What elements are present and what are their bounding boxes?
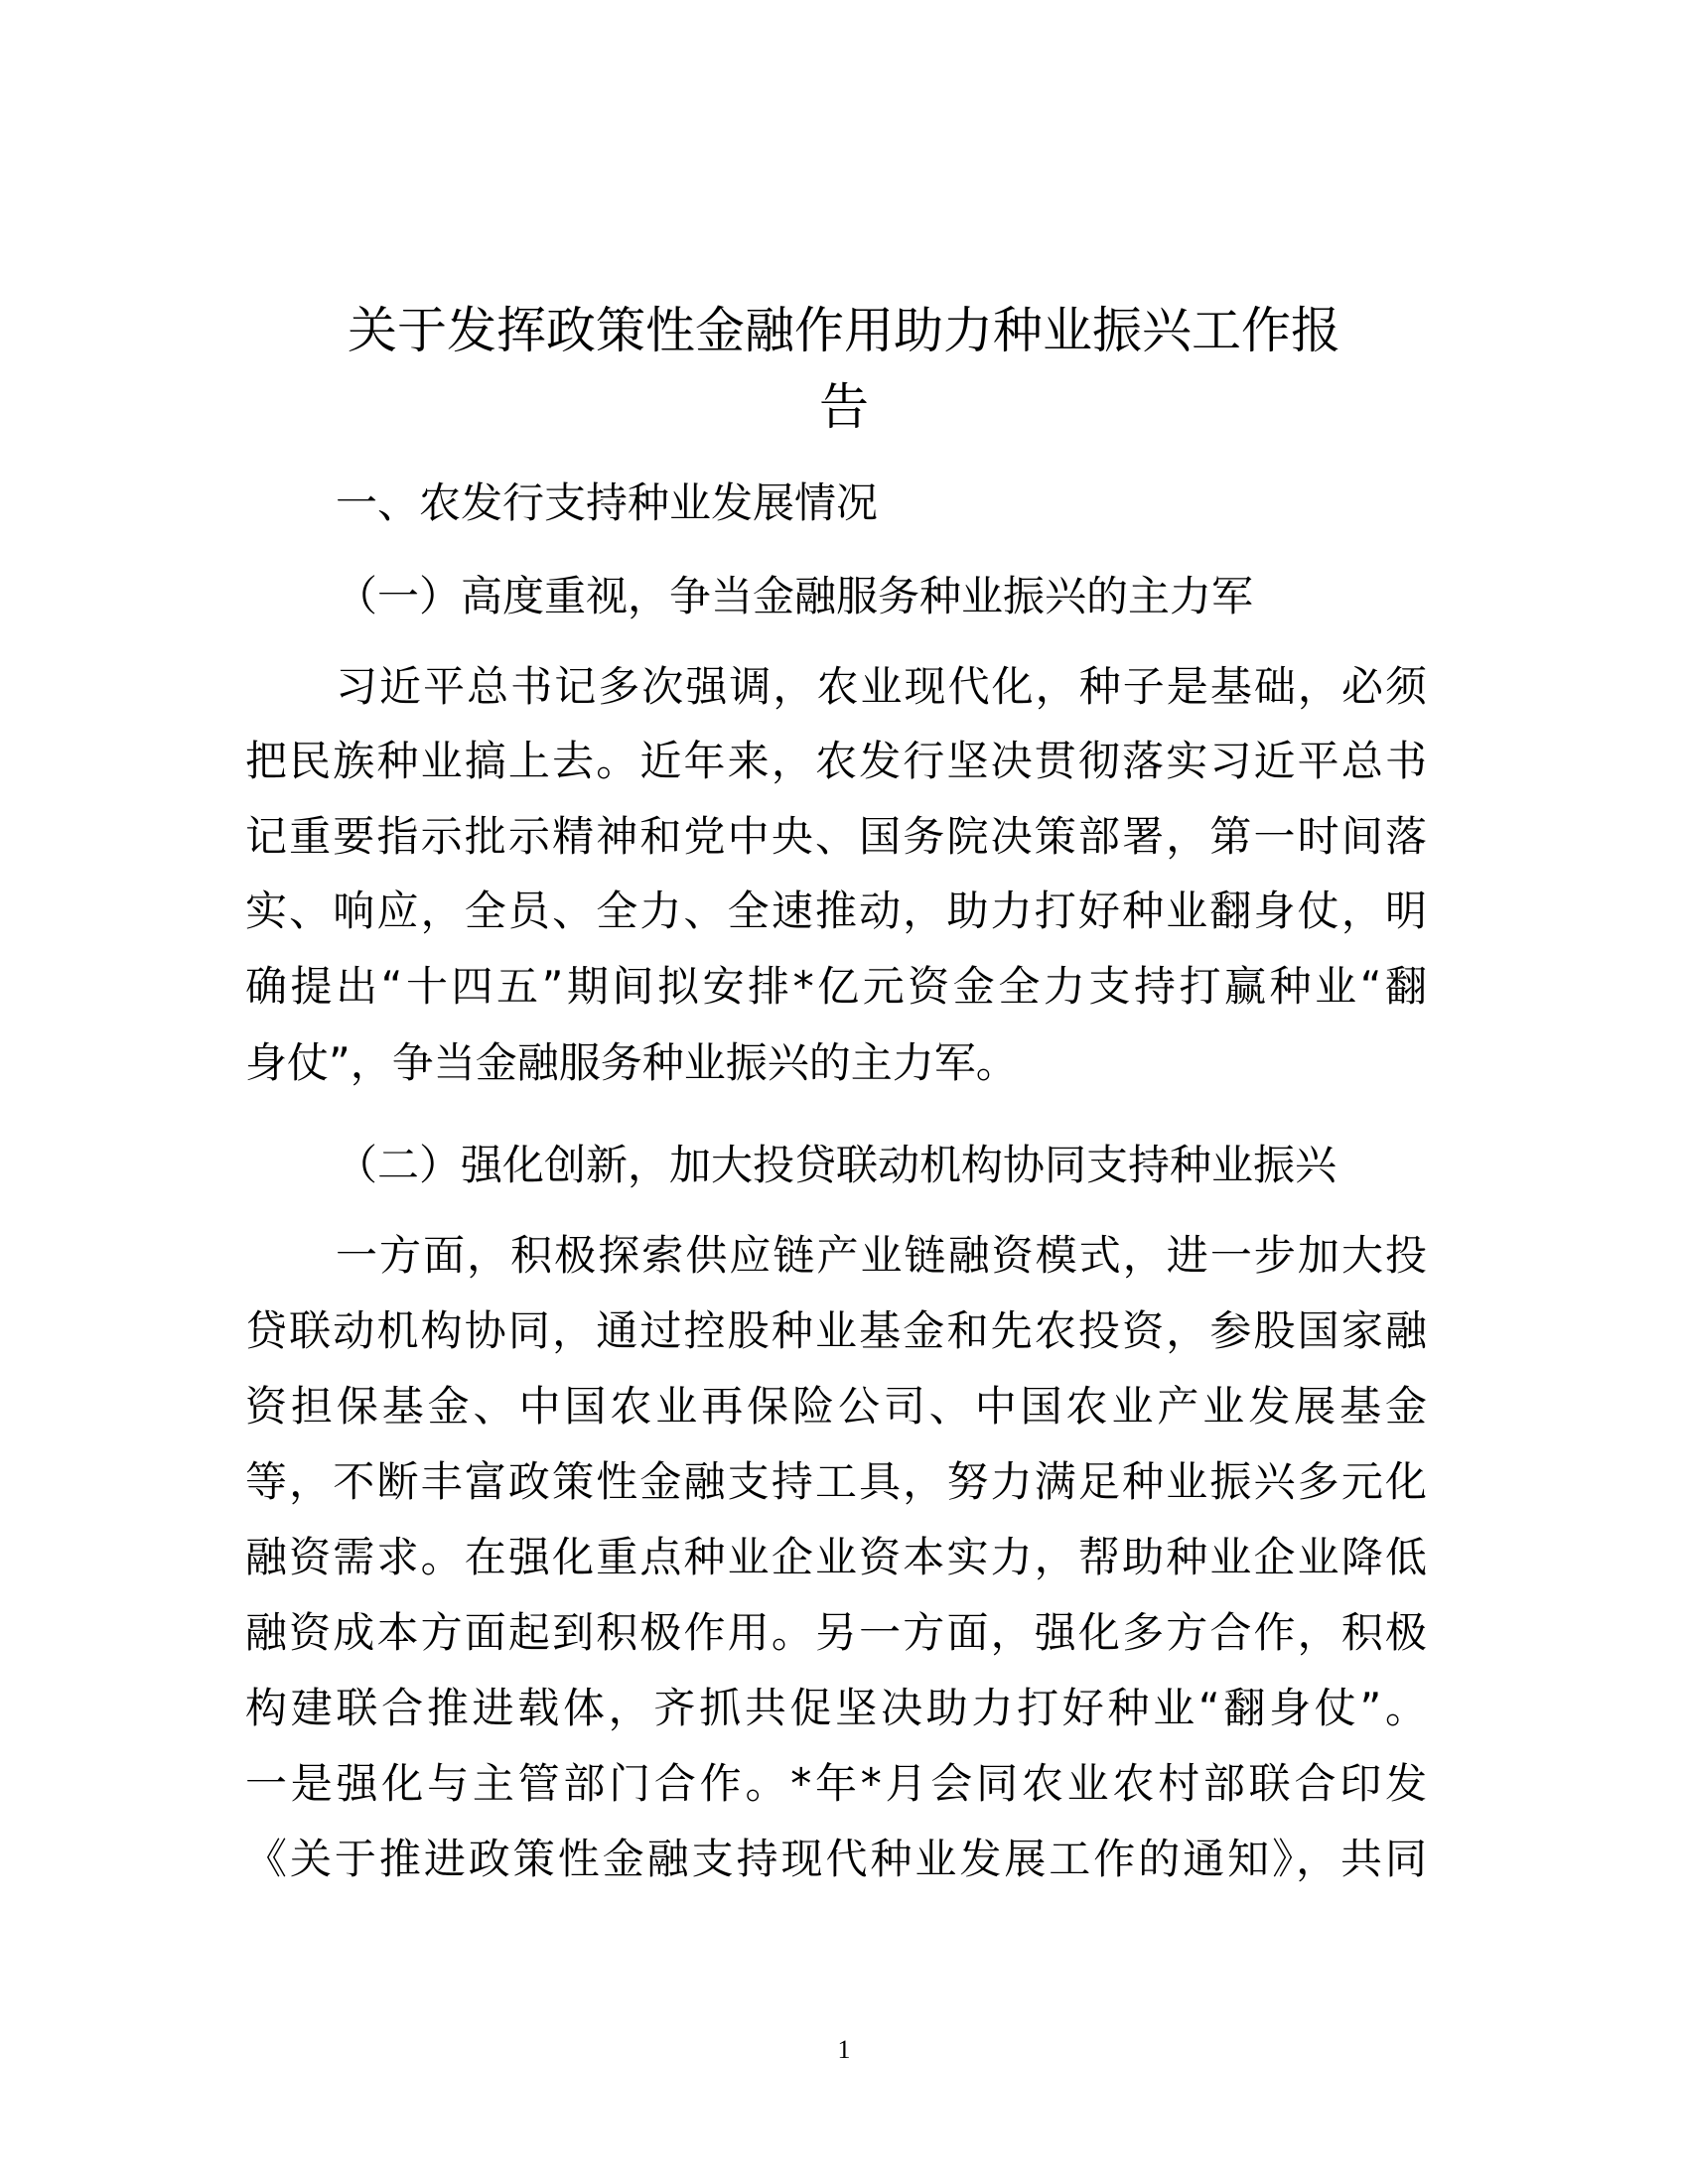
- paragraph-line: 资担保基金、中国农业再保险公司、中国农业产业发展基金: [245, 1382, 1427, 1431]
- heading-1: 一、农发行支持种业发展情况: [336, 478, 879, 527]
- paragraph-line: 等，不断丰富政策性金融支持工具，努力满足种业振兴多元化: [245, 1457, 1427, 1506]
- paragraph-line: 融资需求。在强化重点种业企业资本实力，帮助种业企业降低: [245, 1533, 1427, 1581]
- paragraph-line: 记重要指示批示精神和党中央、国务院决策部署，第一时间落: [245, 812, 1427, 861]
- paragraph-line: 《关于推进政策性金融支持现代种业发展工作的通知》，共同: [245, 1835, 1427, 1883]
- paragraph-line: 习近平总书记多次强调，农业现代化，种子是基础，必须: [336, 662, 1427, 711]
- document-title-line-2: 告: [819, 378, 869, 436]
- paragraph-line: 构建联合推进载体，齐抓共促坚决助力打好种业“翻身仗”。: [245, 1684, 1427, 1732]
- paragraph-line: 把民族种业搞上去。近年来，农发行坚决贯彻落实习近平总书: [245, 737, 1427, 785]
- paragraph-line: 确提出“十四五”期间拟安排*亿元资金全力支持打赢种业“翻: [245, 962, 1427, 1011]
- document-title-line-1: 关于发挥政策性金融作用助力种业振兴工作报: [348, 302, 1340, 359]
- section-1-heading: （一）高度重视，争当金融服务种业振兴的主力军: [336, 572, 1254, 620]
- paragraph-line: 身仗”，争当金融服务种业振兴的主力军。: [245, 1038, 1018, 1087]
- page-number: 1: [837, 2035, 851, 2064]
- section-2-heading: （二）强化创新，加大投贷联动机构协同支持种业振兴: [336, 1141, 1337, 1189]
- paragraph-line: 一是强化与主管部门合作。*年*月会同农业农村部联合印发: [245, 1759, 1427, 1808]
- paragraph-line: 贷联动机构协同，通过控股种业基金和先农投资，参股国家融: [245, 1306, 1427, 1355]
- paragraph-line: 融资成本方面起到积极作用。另一方面，强化多方合作，积极: [245, 1608, 1427, 1657]
- paragraph-line: 实、响应，全员、全力、全速推动，助力打好种业翻身仗，明: [245, 887, 1427, 935]
- paragraph-line: 一方面，积极探索供应链产业链融资模式，进一步加大投: [336, 1231, 1427, 1280]
